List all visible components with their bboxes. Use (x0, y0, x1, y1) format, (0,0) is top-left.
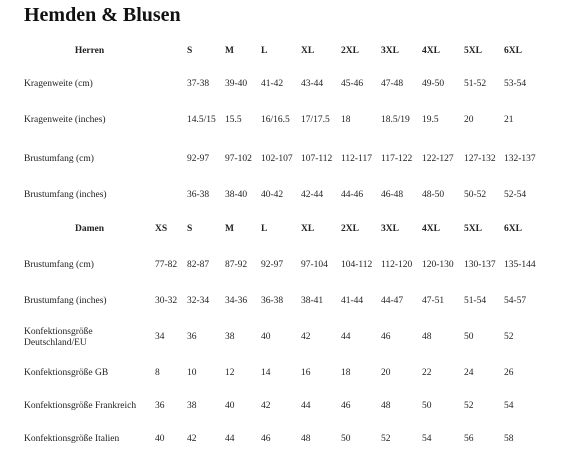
size-header-cell: XL (301, 223, 315, 234)
size-value-cell: 120-130 (422, 260, 454, 270)
row-label: Konfektionsgröße Deutschland/EU (24, 326, 93, 348)
size-header-cell: S (187, 45, 193, 56)
size-value-cell: 52 (381, 434, 391, 444)
size-header-cell: 6XL (504, 223, 522, 234)
size-value-cell: 36 (187, 332, 197, 342)
size-value-cell: 18 (341, 115, 351, 125)
size-value-cell: 16/16.5 (261, 115, 290, 125)
size-value-cell: 46 (341, 401, 351, 411)
size-value-cell: 49-50 (422, 79, 445, 89)
size-value-cell: 122-127 (422, 154, 454, 164)
size-value-cell: 18 (341, 368, 351, 378)
size-value-cell: 14.5/15 (187, 115, 216, 125)
size-value-cell: 82-87 (187, 260, 210, 270)
size-value-cell: 54 (422, 434, 432, 444)
size-value-cell: 46 (261, 434, 271, 444)
table-row (24, 423, 544, 456)
size-value-cell: 42 (187, 434, 197, 444)
size-value-cell: 53-54 (504, 79, 527, 89)
size-value-cell: 41-42 (261, 79, 284, 89)
size-value-cell: 50-52 (464, 190, 487, 200)
size-value-cell: 16 (301, 368, 311, 378)
size-value-cell: 92-97 (187, 154, 210, 164)
size-value-cell: 52 (504, 332, 514, 342)
size-value-cell: 47-51 (422, 296, 445, 306)
size-value-cell: 36-38 (187, 190, 210, 200)
size-value-cell: 44-47 (381, 296, 404, 306)
table-row (24, 101, 544, 140)
herren-section (24, 34, 544, 212)
table-row (24, 68, 544, 101)
size-value-cell: 97-102 (225, 154, 252, 164)
damen-header-row (24, 212, 544, 246)
size-chart-table (24, 34, 544, 456)
table-row (24, 246, 544, 285)
size-header-cell (155, 34, 187, 68)
table-row (24, 318, 544, 357)
size-value-cell: 44 (341, 332, 351, 342)
row-label: Brustumfang (cm) (24, 154, 94, 164)
size-value-cell: 37-38 (187, 79, 210, 89)
size-value-cell: 52-54 (504, 190, 527, 200)
size-value-cell: 10 (187, 368, 197, 378)
size-value-cell: 26 (504, 368, 514, 378)
size-value-cell: 34 (155, 332, 165, 342)
size-value-cell: 36 (155, 401, 165, 411)
size-value-cell: 107-112 (301, 154, 333, 164)
size-value-cell: 21 (504, 115, 514, 125)
size-value-cell: 50 (341, 434, 351, 444)
size-value-cell: 54-57 (504, 296, 527, 306)
size-header-cell: 2XL (341, 45, 359, 56)
size-header-cell: XS (155, 223, 168, 234)
size-value-cell: 44-46 (341, 190, 364, 200)
size-value-cell: 46 (381, 332, 391, 342)
size-value-cell: 56 (464, 434, 474, 444)
size-value-cell: 45-46 (341, 79, 364, 89)
size-header-cell: 5XL (464, 45, 482, 56)
size-header-cell: 5XL (464, 223, 482, 234)
size-value-cell: 38 (187, 401, 197, 411)
size-value-cell: 30-32 (155, 296, 178, 306)
size-value-cell: 42-44 (301, 190, 324, 200)
size-value-cell: 58 (504, 434, 514, 444)
size-value-cell: 40-42 (261, 190, 284, 200)
table-row (24, 140, 544, 179)
size-value-cell: 102-107 (261, 154, 293, 164)
size-value-cell (155, 179, 187, 212)
damen-section (24, 212, 544, 456)
size-value-cell: 51-52 (464, 79, 487, 89)
size-header-cell: 3XL (381, 223, 399, 234)
size-value-cell: 47-48 (381, 79, 404, 89)
size-value-cell: 43-44 (301, 79, 324, 89)
size-value-cell: 117-122 (381, 154, 413, 164)
size-value-cell: 42 (301, 332, 311, 342)
size-value-cell: 127-132 (464, 154, 496, 164)
size-value-cell: 39-40 (225, 79, 248, 89)
row-label: Konfektionsgröße Frankreich (24, 401, 137, 411)
size-value-cell: 48 (301, 434, 311, 444)
table-row (24, 357, 544, 390)
table-row (24, 179, 544, 212)
size-value-cell: 135-144 (504, 260, 536, 270)
size-header-cell: 6XL (504, 45, 522, 56)
size-value-cell: 14 (261, 368, 271, 378)
size-value-cell: 77-82 (155, 260, 178, 270)
row-label: Kragenweite (inches) (24, 115, 106, 125)
size-header-cell: M (225, 45, 234, 56)
size-value-cell: 44 (225, 434, 235, 444)
row-label: Brustumfang (inches) (24, 296, 107, 306)
size-value-cell: 15.5 (225, 115, 242, 125)
size-value-cell (155, 101, 187, 140)
size-value-cell: 38-41 (301, 296, 324, 306)
table-row (24, 285, 544, 318)
size-value-cell: 97-104 (301, 260, 328, 270)
size-value-cell: 34-36 (225, 296, 248, 306)
size-header-cell: 3XL (381, 45, 399, 56)
row-label: Kragenweite (cm) (24, 79, 93, 89)
size-header-cell: XL (301, 45, 315, 56)
size-value-cell: 18.5/19 (381, 115, 410, 125)
herren-section-title: Herren (74, 45, 105, 56)
size-header-cell: M (225, 223, 234, 234)
size-header-cell: S (187, 223, 193, 234)
page-title: Hemden & Blusen (24, 4, 181, 26)
size-value-cell: 51-54 (464, 296, 487, 306)
size-header-cell: 2XL (341, 223, 359, 234)
size-value-cell: 112-120 (381, 260, 413, 270)
size-value-cell: 130-137 (464, 260, 496, 270)
size-value-cell: 132-137 (504, 154, 536, 164)
size-value-cell: 20 (381, 368, 391, 378)
size-value-cell: 48-50 (422, 190, 445, 200)
size-value-cell: 17/17.5 (301, 115, 330, 125)
row-label: Konfektionsgröße GB (24, 368, 109, 378)
row-label: Konfektionsgröße Italien (24, 434, 120, 444)
size-header-cell: 4XL (422, 45, 440, 56)
size-header-cell: L (261, 45, 268, 56)
size-value-cell: 50 (422, 401, 432, 411)
size-value-cell: 20 (464, 115, 474, 125)
size-value-cell: 48 (422, 332, 432, 342)
size-value-cell: 92-97 (261, 260, 284, 270)
size-value-cell: 54 (504, 401, 514, 411)
size-value-cell: 40 (225, 401, 235, 411)
size-value-cell: 104-112 (341, 260, 373, 270)
size-value-cell: 22 (422, 368, 432, 378)
size-value-cell: 48 (381, 401, 391, 411)
size-value-cell: 46-48 (381, 190, 404, 200)
herren-header-row (24, 34, 544, 68)
row-label: Brustumfang (cm) (24, 260, 94, 270)
size-value-cell: 38-40 (225, 190, 248, 200)
size-value-cell: 112-117 (341, 154, 372, 164)
size-value-cell: 38 (225, 332, 235, 342)
size-value-cell (155, 68, 187, 101)
size-value-cell: 12 (225, 368, 235, 378)
size-value-cell: 36-38 (261, 296, 284, 306)
size-value-cell: 8 (155, 368, 160, 378)
size-value-cell (155, 140, 187, 179)
size-value-cell: 52 (464, 401, 474, 411)
size-value-cell: 44 (301, 401, 311, 411)
size-value-cell: 32-34 (187, 296, 210, 306)
size-value-cell: 50 (464, 332, 474, 342)
size-value-cell: 87-92 (225, 260, 248, 270)
size-value-cell: 24 (464, 368, 474, 378)
size-value-cell: 19.5 (422, 115, 439, 125)
row-label: Brustumfang (inches) (24, 190, 107, 200)
size-value-cell: 40 (261, 332, 271, 342)
table-row (24, 390, 544, 423)
size-value-cell: 42 (261, 401, 271, 411)
damen-section-title: Damen (74, 223, 105, 234)
size-header-cell: 4XL (422, 223, 440, 234)
size-header-cell: L (261, 223, 268, 234)
size-value-cell: 40 (155, 434, 165, 444)
size-value-cell: 41-44 (341, 296, 364, 306)
